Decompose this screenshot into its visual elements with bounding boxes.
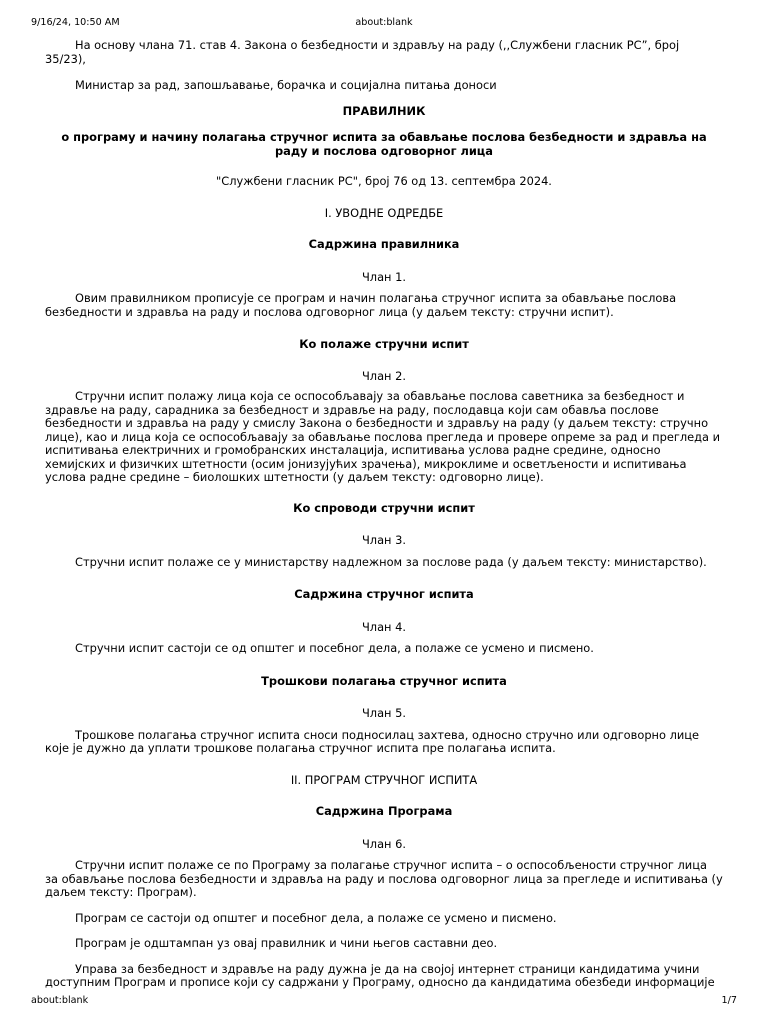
document-title: о програму и начину полагања стручног испита за обављање послова безбедности и здравља на раду и послова одговорног лица	[61, 130, 707, 158]
intro-paragraph: На основу члана 71. став 4. Закона о безбедности и здрављу на раду (,,Службени гласник РС”, број 35/23),	[45, 39, 680, 66]
gazette-reference: "Службени гласник РС", број 76 од 13. септембра 2024.	[216, 174, 552, 188]
article-text: Стручни испит полаже се по Програму за полагање стручног испита – о оспособљености стручног лица за обављање послова безбедности и здравља на раду и послова одговорног лица за прегледе и испитивања (у даљем тексту: Програм).	[45, 858, 723, 899]
section-title: Трошкови полагања стручног испита	[261, 673, 507, 688]
article-text: Програм се састоји од општег и посебног дела, а полаже се усмено и писмено.	[75, 910, 557, 925]
print-url: about:blank	[31, 995, 89, 1006]
article-text: Овим правилником прописује се програм и начин полагања стручног испита за обављање послова безбедности и здравља на раду и послова одговорног лица (у даљем тексту: стручни испит).	[45, 291, 677, 319]
article-number: Члан 6.	[361, 836, 406, 851]
section-title: Ко спроводи стручни испит	[293, 500, 475, 515]
document-type: ПРАВИЛНИК	[342, 103, 426, 118]
article-text: Програм је одштампан уз овај правилник и чини његов саставни део.	[75, 936, 498, 950]
print-datetime: 9/16/24, 10:50 AM	[31, 17, 120, 28]
part-heading: II. ПРОГРАМ СТРУЧНОГ ИСПИТА	[290, 772, 478, 787]
article-number: Члан 2.	[361, 368, 406, 383]
section-title: Ко полаже стручни испит	[299, 337, 469, 351]
page-number: 1/7	[721, 995, 737, 1006]
article-number: Члан 4.	[361, 619, 406, 634]
section-title: Садржина правилника	[308, 237, 460, 251]
document-body	[45, 39, 723, 989]
part-heading: I. УВОДНЕ ОДРЕДБЕ	[324, 205, 444, 220]
article-text: Стручни испит полаже се у министарству надлежном за послове рада (у даљем тексту: министарство).	[75, 554, 707, 569]
article-text: Трошкове полагања стручног испита сноси подносилац захтева, односно стручно или одговорно лице које је дужно да уплати трошкове полагања стручног испита пре полагања испита.	[45, 727, 700, 755]
intro-paragraph: Министар за рад, запошљавање, борачка и социјална питања доноси	[75, 78, 497, 92]
article-number: Члан 5.	[361, 706, 406, 720]
article-text: Стручни испит састоји се од општег и посебног дела, а полаже се усмено и писмено.	[75, 641, 594, 655]
article-text: Стручни испит полажу лица која се оспособљавају за обављање послова саветника за безбедност и здравље на раду, сарадника за безбедност и здравље на раду, послодавца који сам обавља послове безбедности и здравља на раду у смислу Закона о безбедности и здрављу на раду (у даљем тексту: стручно лице), као и лица која се оспособљавају за обављање послова прегледа и провере опреме за рад и прегледа и испитивања електричних и громобранских инсталација, испитивања услова радне средине, односно хемијских и физичких штетности (осим јонизујућих зрачења), микроклиме и осветљености и испитивања услова радне средине – биолошких штетности (у даљем тексту: одговорно лице).	[45, 389, 721, 484]
section-title: Садржина Програма	[315, 804, 453, 818]
print-header	[0, 15, 768, 31]
article-text: Управа за безбедност и здравље на раду дужна је да на својој интернет страници кандидатима учини доступним Програм и прописе који су садржани у Програму, односно да кандидатима обезбеди информације	[45, 961, 715, 989]
section-title: Садржина стручног испита	[294, 587, 474, 601]
print-page-title: about:blank	[355, 17, 413, 28]
print-footer	[0, 993, 768, 1009]
article-number: Члан 3.	[361, 533, 406, 547]
article-number: Члан 1.	[361, 269, 406, 284]
